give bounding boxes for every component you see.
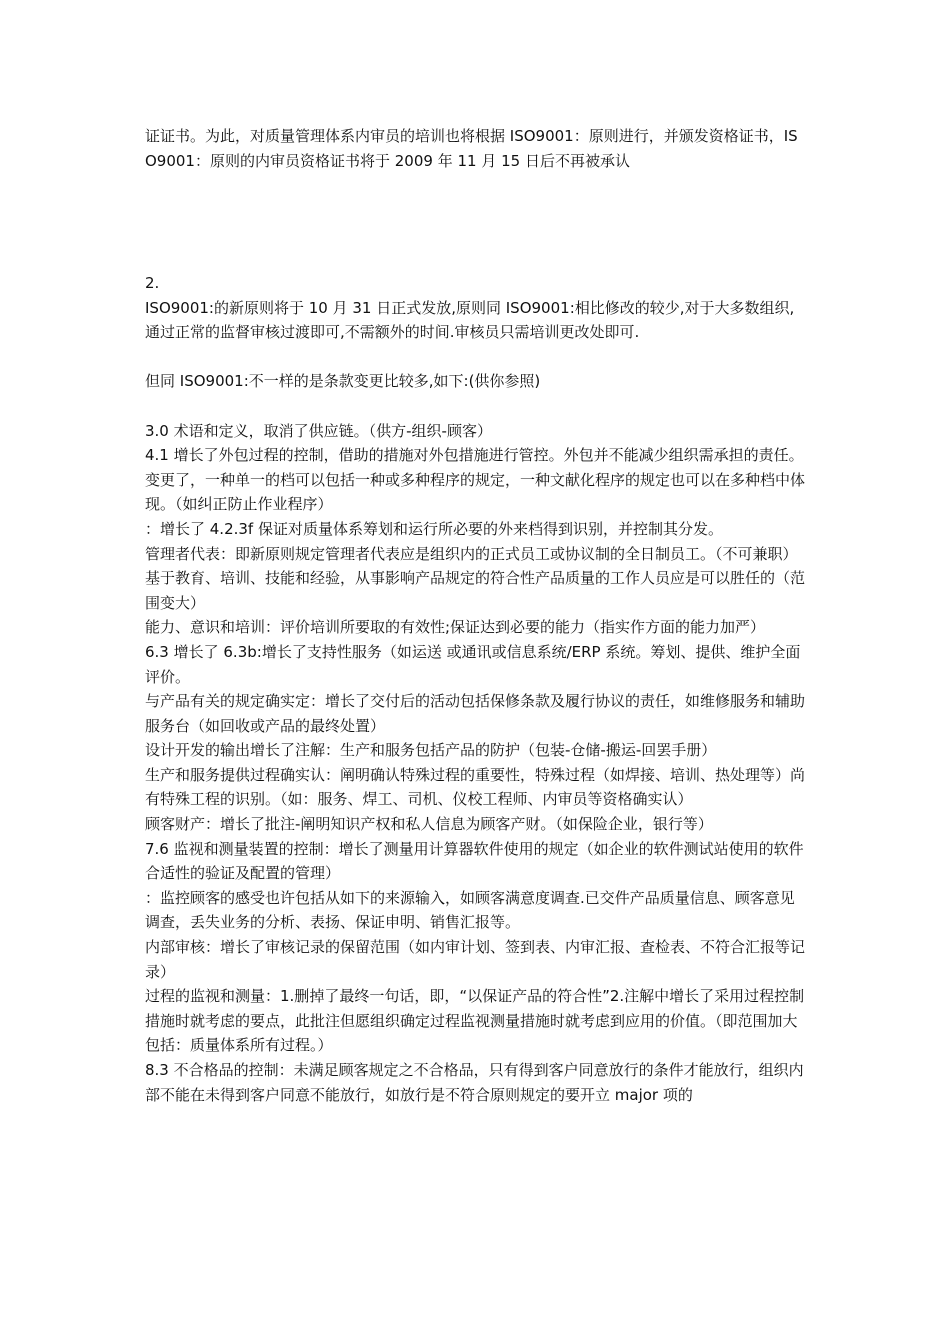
change-item: 内部审核：增长了审核记录的保留范围（如内审计划、签到表、内审汇报、查检表、不符合汇报等记录） <box>145 938 806 981</box>
change-item: 管理者代表：即新原则规定管理者代表应是组织内的正式员工或协议制的全日制员工。（不可兼职） <box>145 544 798 563</box>
change-item: 8.3 不合格品的控制：未满足顾客规定之不合格品，只有得到客户同意放行的条件才能放行，组织内部不能在未得到客户同意不能放行，如放行是不符合原则规定的要开立 major 项的 <box>145 1061 804 1104</box>
intro-paragraph: 证证书。为此，对质量管理体系内审员的培训也将根据 ISO9001：原则进行，并颁发资格证书，ISO9001：原则的内审员资格证书将于 2009 年 11 月 15 日后不再被承认 <box>145 127 798 170</box>
change-item: 能力、意识和培训：评价培训所要取的有效性;保证达到必要的能力（指实作方面的能力加严） <box>145 618 766 637</box>
change-item: 生产和服务提供过程确实认：阐明确认特殊过程的重要性，特殊过程（如焊接、培训、热处理等）尚有特殊工程的识别。（如：服务、焊工、司机、仪校工程师、内审员等资格确实认） <box>145 765 806 809</box>
change-item: 7.6 监视和测量装置的控制：增长了测量用计算器软件使用的规定（如企业的软件测试站使用的软件合适性的验证及配置的管理） <box>145 839 804 883</box>
change-item: 与产品有关的规定确实定：增长了交付后的活动包括保修条款及履行协议的责任，如维修服务和辅助服务台（如回收或产品的最终处置） <box>145 692 806 735</box>
change-item: 3.0 术语和定义，取消了供应链。（供方-组织-顾客） <box>145 421 492 440</box>
document-page <box>145 124 805 1107</box>
section-number: 2. <box>145 274 160 293</box>
change-item: 4.1 增长了外包过程的控制，借助的措施对外包措施进行管控。外包并不能减少组织需承担的责任。 <box>145 446 804 465</box>
change-item: 顾客财产：增长了批注-阐明知识产权和私人信息为顾客产财。（如保险企业，银行等） <box>145 815 713 834</box>
paragraph-spacer <box>145 345 805 370</box>
section-paragraph: ISO9001:的新原则将于 10 月 31 日正式发放,原则同 ISO9001:相比修改的较少,对于大多数组织,通过正常的监督审核过渡即可,不需额外的时间.审核员只需培训更改处即可. <box>145 298 795 342</box>
change-item: ：增长了 4.2.3f 保证对质量体系筹划和运行所必要的外来档得到识别，并控制其分发。 <box>145 519 723 538</box>
section-spacer <box>145 173 805 271</box>
change-item: 过程的监视和测量：1.删掉了最终一句话，即，“以保证产品的符合性”2.注解中增长了采用过程控制措施时就考虑的要点，此批注但愿组织确定过程监视测量措施时就考虑到应用的价值。（即范围加大包括：质量体系所有过程。） <box>145 987 805 1055</box>
change-item: 变更了，一种单一的档可以包括一种或多种程序的规定，一种文献化程序的规定也可以在多种档中体现。（如纠正防止作业程序） <box>145 470 806 514</box>
change-item: 6.3 增长了 6.3b:增长了支持性服务（如运送 或通讯或信息系统/ERP 系统。筹划、提供、维护全面评价。 <box>145 642 801 686</box>
paragraph-spacer <box>145 394 805 419</box>
change-item: 基于教育、培训、技能和经验，从事影响产品规定的符合性产品质量的工作人员应是可以胜任的（范围变大） <box>145 569 806 612</box>
section-paragraph: 但同 ISO9001:不一样的是条款变更比较多,如下:(供你参照) <box>145 372 541 391</box>
change-item: 设计开发的输出增长了注解：生产和服务包括产品的防护（包装-仓储-搬运-回罢手册） <box>145 741 717 760</box>
change-item: ：监控顾客的感受也许包括从如下的来源输入，如顾客满意度调查.已交件产品质量信息、顾客意见调查，丢失业务的分析、表扬、保证申明、销售汇报等。 <box>145 888 795 932</box>
